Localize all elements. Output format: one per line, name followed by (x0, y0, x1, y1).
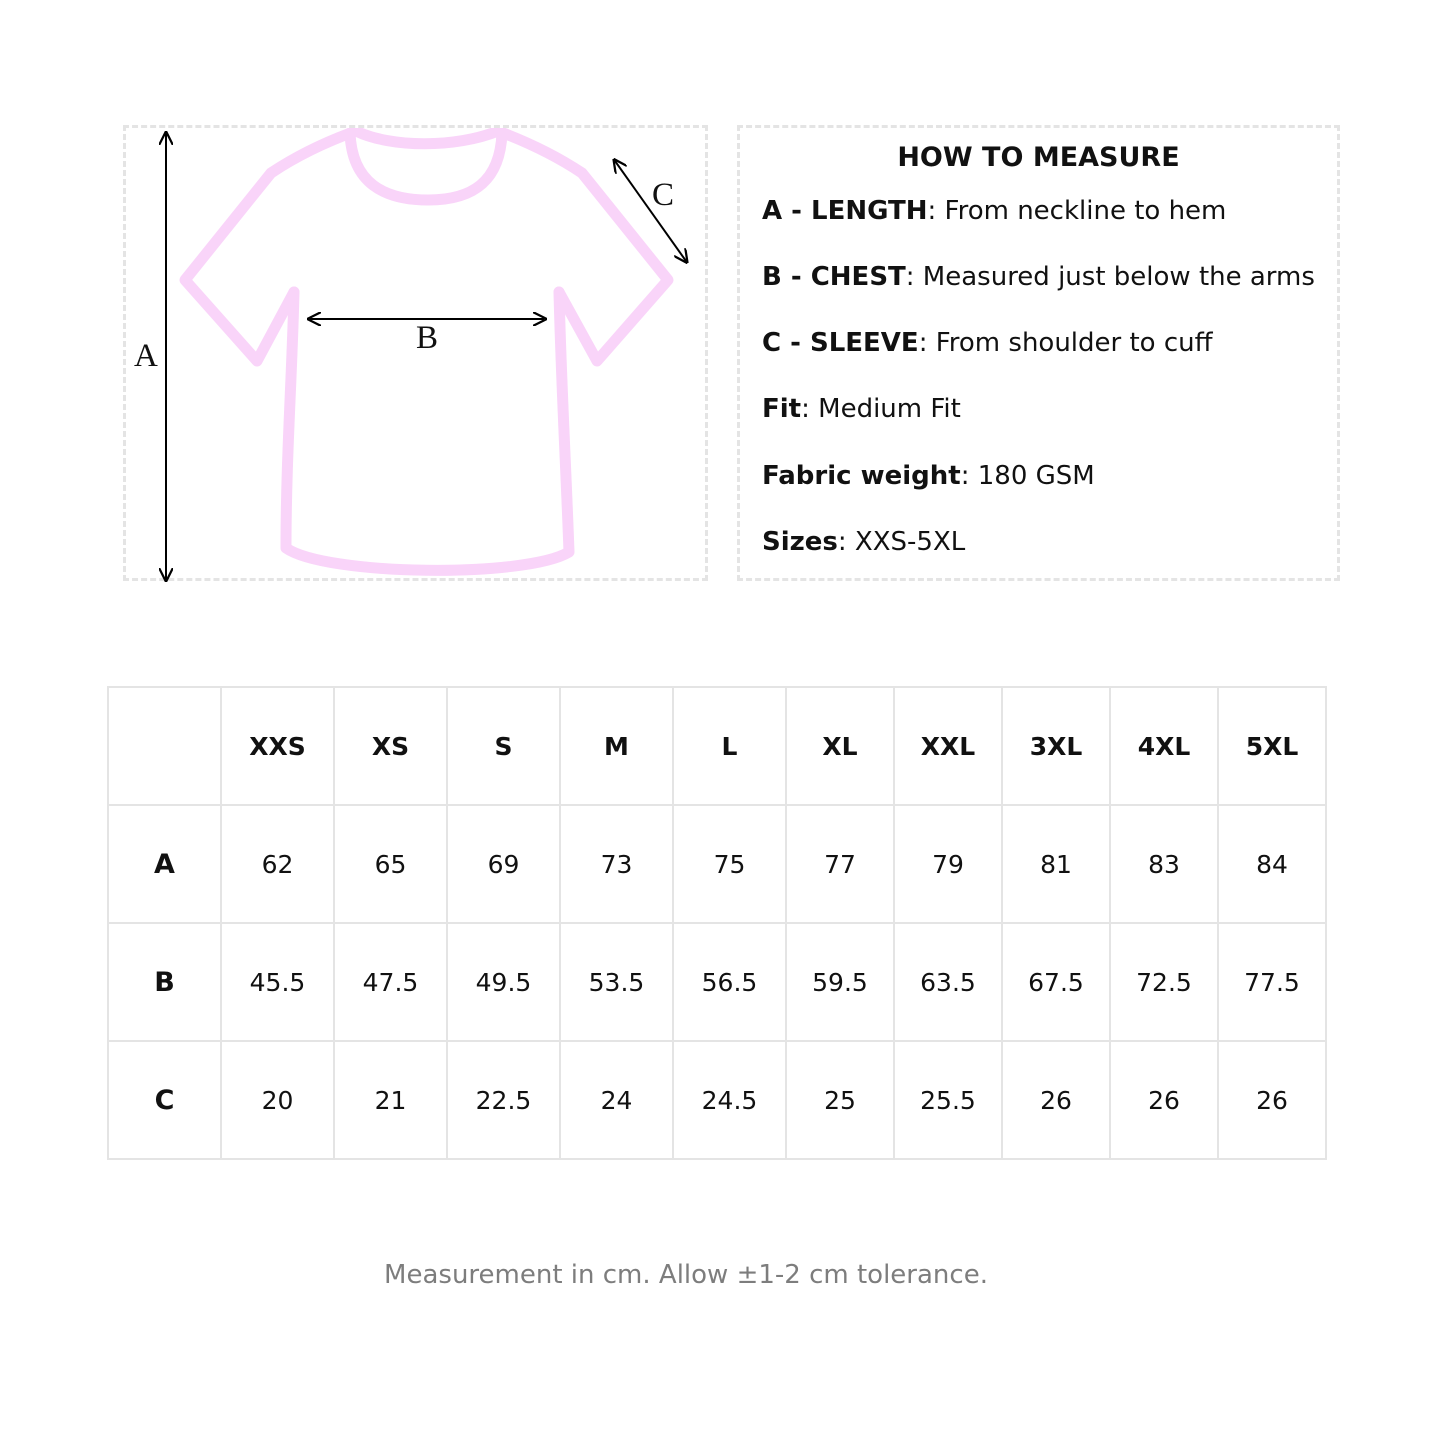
info-length: A - LENGTH: From neckline to hem (762, 196, 1227, 226)
label-c: C (652, 177, 675, 213)
table-cell: 62 (221, 805, 334, 923)
corner-cell (108, 687, 221, 805)
table-cell: 75 (673, 805, 786, 923)
size-header-l: L (673, 687, 786, 805)
table-row (108, 805, 1326, 923)
table-row (108, 923, 1326, 1041)
table-cell: 69 (447, 805, 560, 923)
table-cell: 67.5 (1002, 923, 1110, 1041)
info-chest: B - CHEST: Measured just below the arms (762, 262, 1315, 292)
sleeve-arrow (615, 161, 686, 261)
table-cell: 79 (894, 805, 1002, 923)
info-sleeve: C - SLEEVE: From shoulder to cuff (762, 328, 1213, 358)
label-a: A (134, 338, 158, 374)
size-header-xxs: XXS (221, 687, 334, 805)
row-label: B (108, 923, 221, 1041)
table-cell: 81 (1002, 805, 1110, 923)
table-cell: 25.5 (894, 1041, 1002, 1159)
size-header-5xl: 5XL (1218, 687, 1326, 805)
table-cell: 72.5 (1110, 923, 1218, 1041)
size-header-m: M (560, 687, 673, 805)
table-cell: 53.5 (560, 923, 673, 1041)
table-header-row (108, 687, 1326, 805)
table-cell: 24 (560, 1041, 673, 1159)
info-fit: Fit: Medium Fit (762, 394, 961, 424)
how-to-measure-title: HOW TO MEASURE (897, 142, 1180, 173)
table-cell: 26 (1110, 1041, 1218, 1159)
info-fabric-weight: Fabric weight: 180 GSM (762, 461, 1095, 491)
table-cell: 25 (786, 1041, 894, 1159)
table-cell: 24.5 (673, 1041, 786, 1159)
table-cell: 84 (1218, 805, 1326, 923)
size-header-4xl: 4XL (1110, 687, 1218, 805)
table-cell: 59.5 (786, 923, 894, 1041)
size-header-3xl: 3XL (1002, 687, 1110, 805)
table-cell: 56.5 (673, 923, 786, 1041)
table-row (108, 1041, 1326, 1159)
table-cell: 22.5 (447, 1041, 560, 1159)
table-cell: 73 (560, 805, 673, 923)
size-header-xxl: XXL (894, 687, 1002, 805)
table-cell: 77.5 (1218, 923, 1326, 1041)
table-cell: 45.5 (221, 923, 334, 1041)
label-b: B (416, 320, 439, 356)
row-label: A (108, 805, 221, 923)
size-header-s: S (447, 687, 560, 805)
table-cell: 83 (1110, 805, 1218, 923)
table-cell: 21 (334, 1041, 447, 1159)
table-cell: 49.5 (447, 923, 560, 1041)
shirt-diagram-panel (123, 125, 708, 581)
size-chart-table (107, 686, 1327, 1160)
table-cell: 77 (786, 805, 894, 923)
table-cell: 65 (334, 805, 447, 923)
table-cell: 47.5 (334, 923, 447, 1041)
row-label: C (108, 1041, 221, 1159)
table-cell: 20 (221, 1041, 334, 1159)
table-cell: 63.5 (894, 923, 1002, 1041)
table-cell: 26 (1218, 1041, 1326, 1159)
table-cell: 26 (1002, 1041, 1110, 1159)
tshirt-diagram (126, 128, 711, 584)
how-to-measure-panel (737, 125, 1340, 581)
size-header-xl: XL (786, 687, 894, 805)
size-header-xs: XS (334, 687, 447, 805)
info-sizes: Sizes: XXS-5XL (762, 527, 966, 557)
tolerance-note: Measurement in cm. Allow ±1-2 cm tolerance. (384, 1260, 988, 1290)
